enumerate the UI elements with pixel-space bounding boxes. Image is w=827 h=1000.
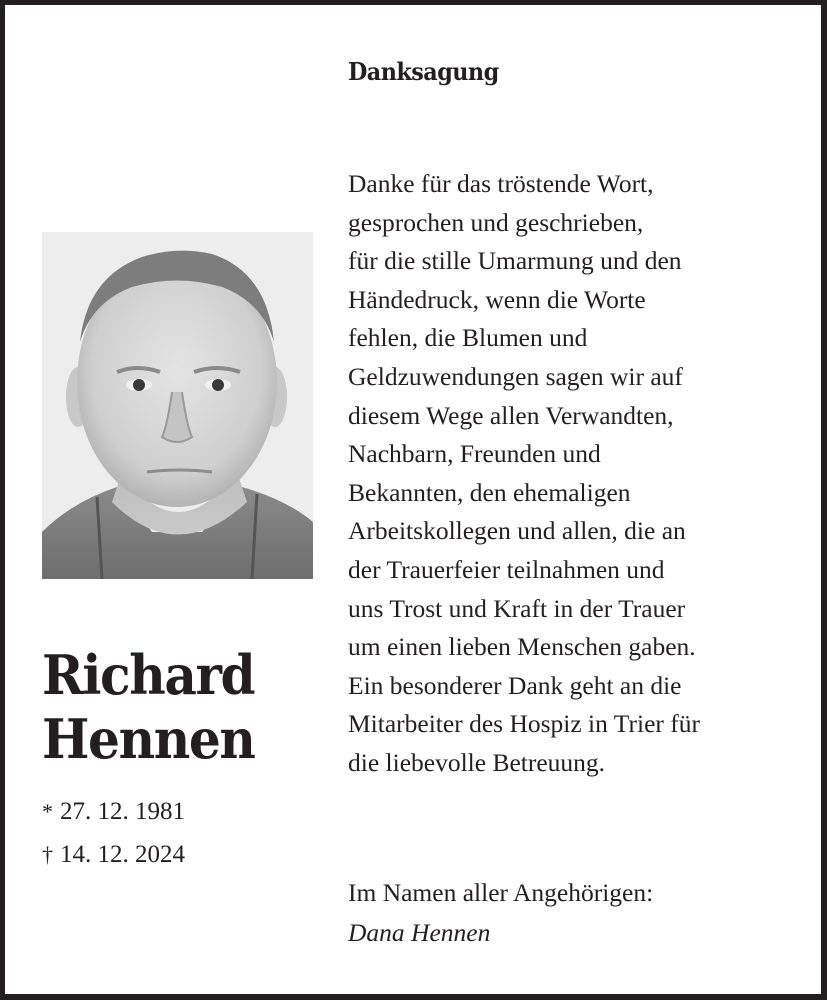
message-line: diesem Wege allen Verwandten,	[348, 400, 674, 430]
closing-signature	[348, 873, 653, 953]
portrait-photo	[42, 232, 313, 579]
life-dates	[42, 790, 185, 876]
deceased-last-name: Hennen	[42, 707, 255, 771]
birth-date: 27. 12. 1981	[60, 798, 185, 825]
message-line: uns Trost und Kraft in der Trauer	[348, 593, 686, 623]
message-line: Nachbarn, Freunden und	[348, 439, 601, 469]
message-line: die liebevolle Betreuung.	[348, 747, 606, 777]
message-line: um einen lieben Menschen gaben.	[348, 632, 696, 662]
message-line: Händedruck, wenn die Worte	[348, 284, 646, 314]
signer-name: Dana Hennen	[348, 918, 491, 947]
message-line: Danke für das tröstende Wort,	[348, 169, 654, 198]
death-date-row	[42, 833, 185, 876]
message-line: der Trauerfeier teilnahmen und	[348, 554, 665, 584]
birth-date-row	[42, 790, 185, 833]
message-line: Arbeitskollegen und allen, die an	[348, 516, 686, 546]
death-cross-icon: †	[42, 842, 53, 867]
message-line: fehlen, die Blumen und	[348, 323, 588, 353]
message-line: Bekannten, den ehemaligen	[348, 477, 631, 507]
message-line: Mitarbeiter des Hospiz in Trier für	[348, 709, 700, 739]
birth-star-icon: *	[42, 799, 53, 824]
message-line: Ein besonderer Dank geht an die	[348, 670, 682, 700]
message-line: für die stille Umarmung und den	[348, 246, 682, 276]
deceased-first-name: Richard	[42, 643, 255, 707]
deceased-name	[42, 643, 255, 771]
closing-intro: Im Namen aller Angehörigen:	[348, 878, 654, 907]
message-line: gesprochen und geschrieben,	[348, 207, 644, 237]
thank-you-message	[348, 165, 808, 783]
death-date: 14. 12. 2024	[60, 841, 185, 868]
notice-heading: Danksagung	[348, 57, 499, 86]
message-line: Geldzuwendungen sagen wir auf	[348, 361, 683, 391]
portrait-illustration	[42, 232, 313, 579]
